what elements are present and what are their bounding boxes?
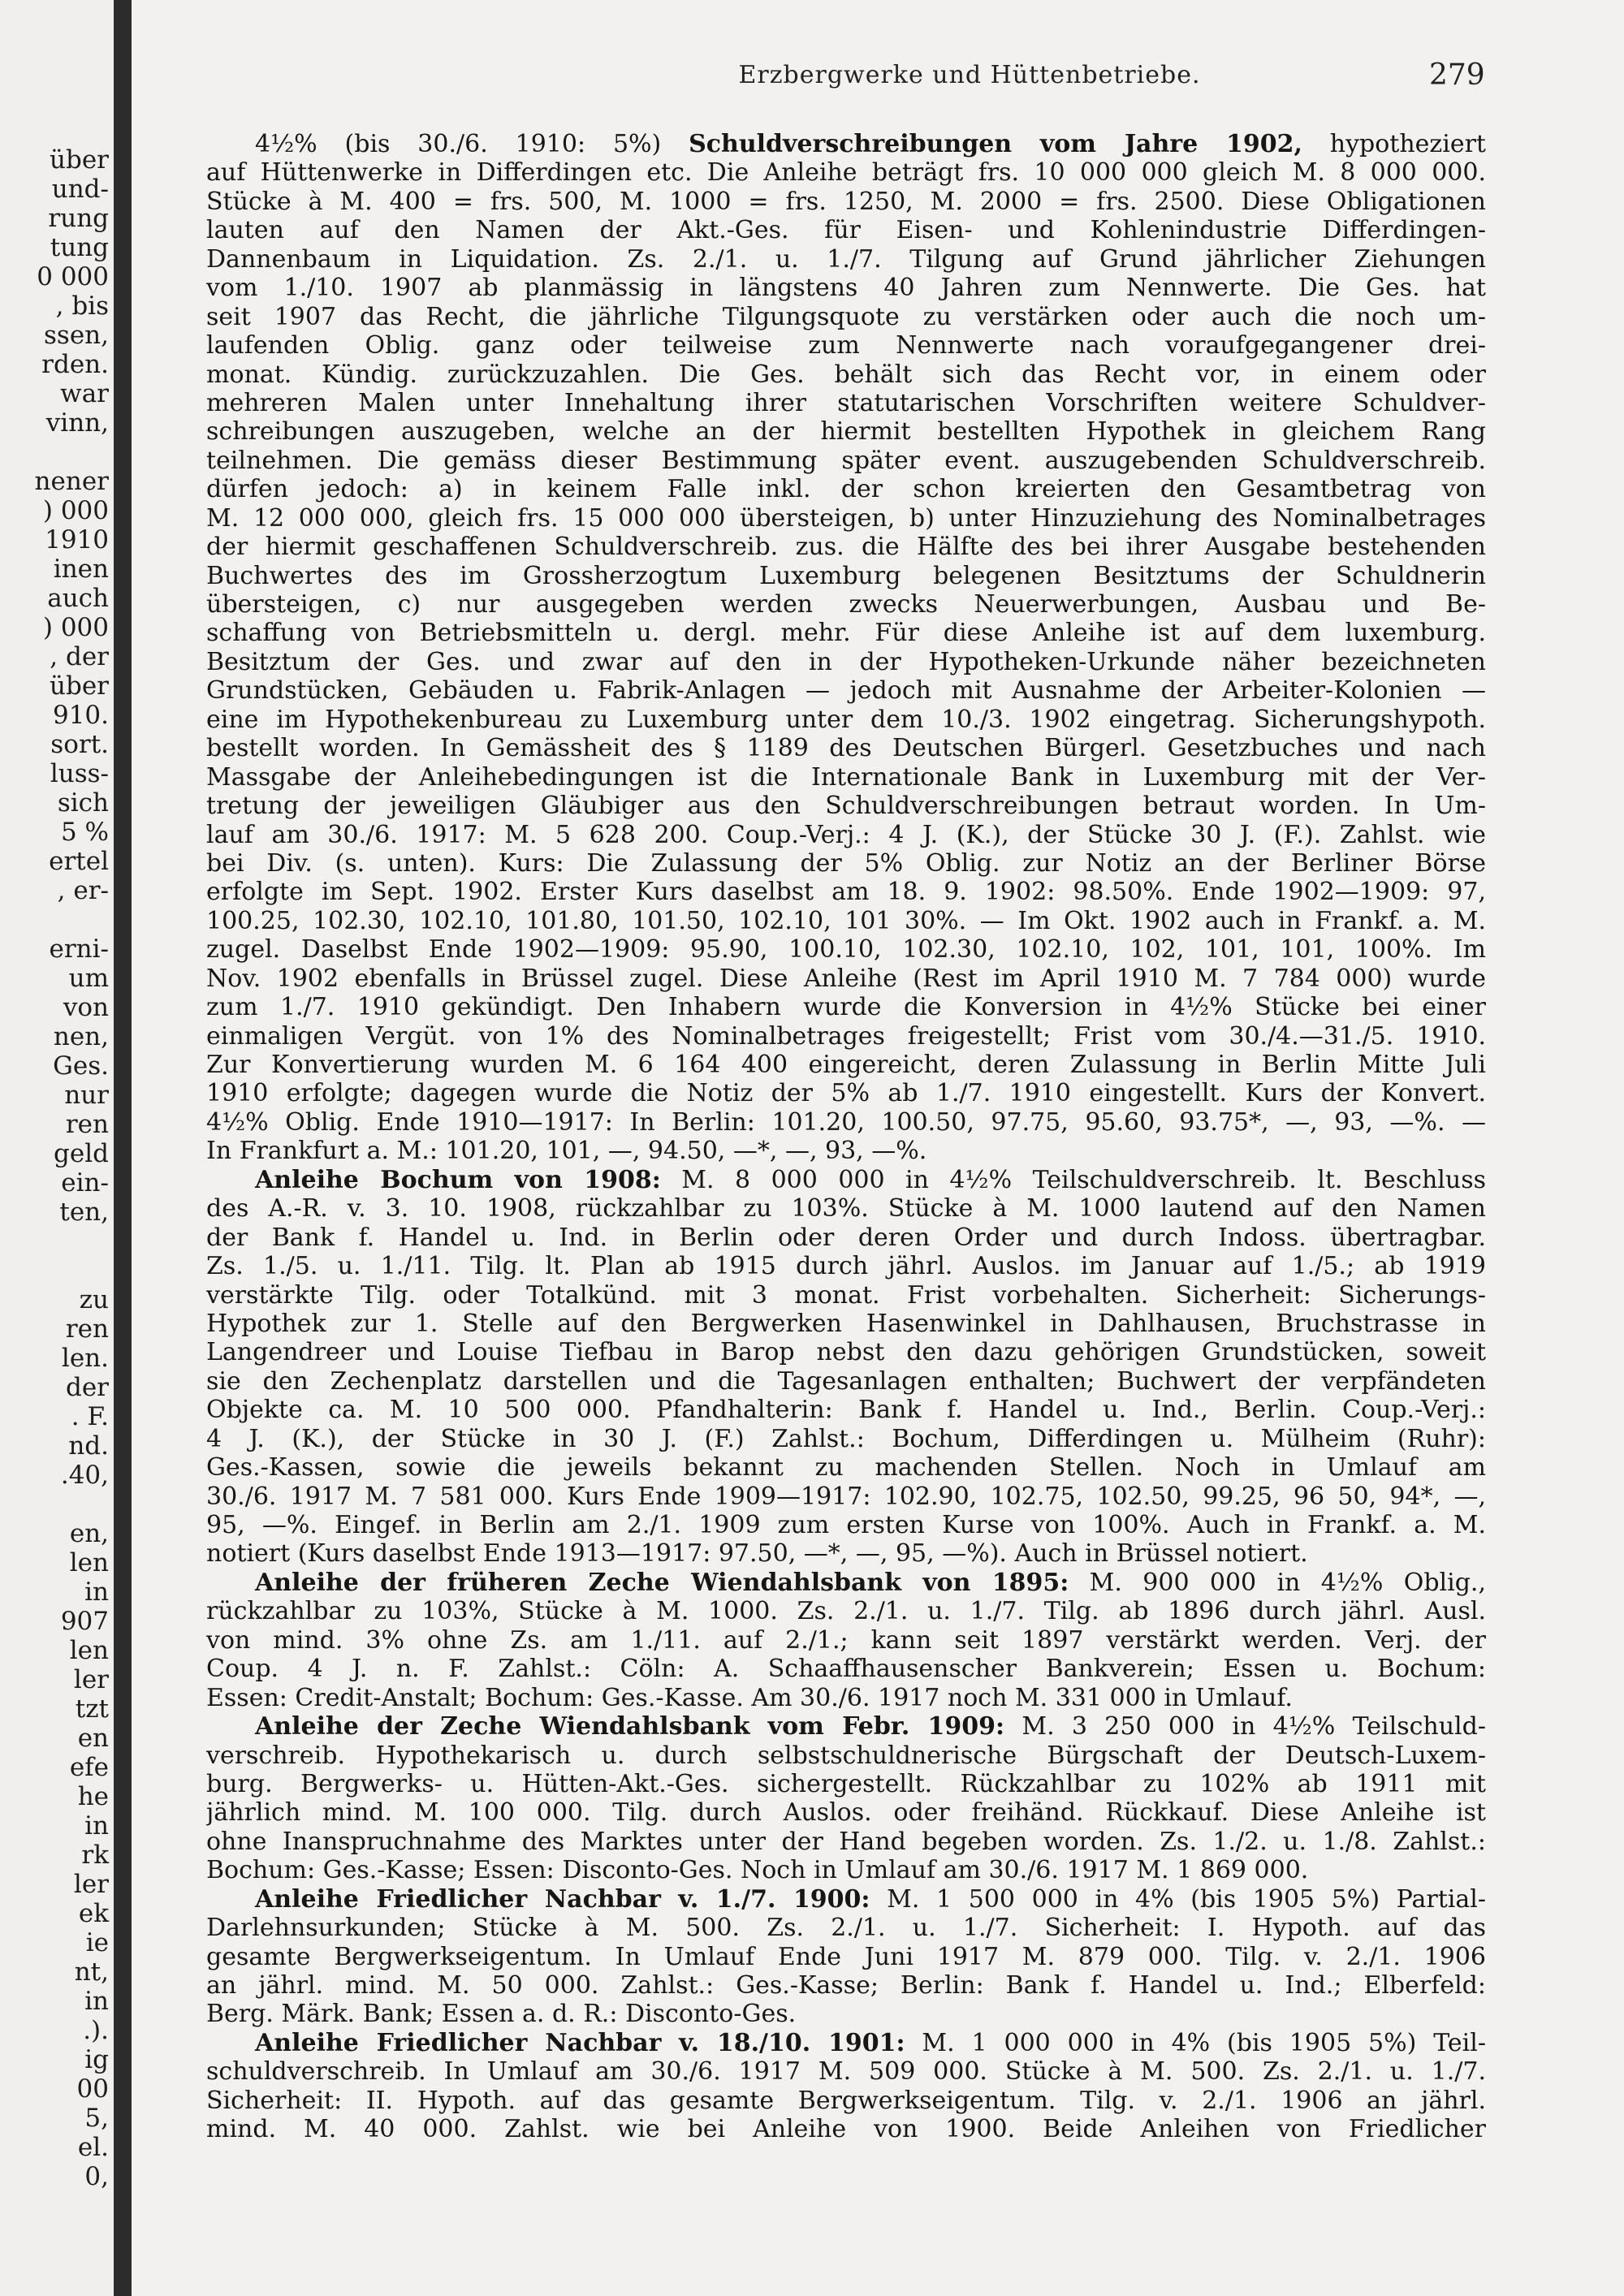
text-line: Anleihe Bochum von 1908: M. 8 000 000 in 4½% Teilschuldverschreib. lt. Beschluss	[255, 1165, 1486, 1194]
margin-fragment: sort.	[50, 730, 109, 759]
text-line: 100.25, 102.30, 102.10, 101.80, 101.50, 102.10, 101 30%. — Im Okt. 1902 auch in Frankf. a. M.	[206, 906, 1486, 935]
text-line: Sicherheit: II. Hypoth. auf das gesamte Bergwerkseigentum. Tilg. v. 2./1. 1906 an jährl.	[206, 2086, 1486, 2115]
text-line: Dannenbaum in Liquidation. Zs. 2./1. u. 1./7. Tilgung auf Grund jährlicher Ziehungen	[206, 244, 1486, 274]
margin-fragment: nd.	[68, 1431, 109, 1461]
text-line: Darlehnsurkunden; Stücke à M. 500. Zs. 2./1. u. 1./7. Sicherheit: I. Hypoth. auf das	[206, 1914, 1486, 1943]
text-line: Zs. 1./5. u. 1./11. Tilg. lt. Plan ab 1915 durch jährl. Auslos. im Januar auf 1./5.; ab 1919	[206, 1252, 1486, 1281]
margin-fragment: ek	[78, 1899, 109, 1928]
margin-fragment: en	[77, 1724, 109, 1753]
text-line: 4½% (bis 30./6. 1910: 5%) Schuldverschreibungen vom Jahre 1902, hypotheziert	[255, 130, 1486, 158]
text-line: schreibungen auszugeben, welche an der hiermit bestellten Hypothek in gleichem Rang	[206, 417, 1486, 447]
text-line: M. 12 000 000, gleich frs. 15 000 000 übersteigen, b) unter Hinzuziehung des Nominalbetrages	[206, 503, 1486, 533]
text-line: schaffung von Betriebsmitteln u. dergl. mehr. Für diese Anleihe ist auf dem luxemburg.	[206, 619, 1486, 648]
margin-fragment: 910.	[52, 701, 109, 730]
text-line: verschreib. Hypothekarisch u. durch selbstschuldnerische Bürgschaft der Deutsch-Luxem-	[206, 1741, 1486, 1770]
text-line: an jährl. mind. M. 50 000. Zahlst.: Ges.-Kasse; Berlin: Bank f. Handel u. Ind.; Elberfeld:	[206, 1971, 1486, 2000]
margin-fragment: 0 000	[37, 262, 109, 291]
text-line: dürfen jedoch: a) in keinem Falle inkl. der schon kreierten den Gesamtbetrag von	[206, 475, 1486, 504]
text-line: des A.-R. v. 3. 10. 1908, rückzahlbar zu 103%. Stücke à M. 1000 lautend auf den Namen	[206, 1194, 1486, 1224]
margin-fragment: nener	[34, 467, 109, 496]
text-line: 4½% Oblig. Ende 1910—1917: In Berlin: 101.20, 100.50, 97.75, 95.60, 93.75*, —, 93, —%. —	[206, 1107, 1486, 1137]
margin-fragment: inen	[53, 555, 109, 584]
text-line: Objekte ca. M. 10 500 000. Pfandhalterin: Bank f. Handel u. Ind., Berlin. Coup.-Verj.:	[206, 1396, 1486, 1425]
margin-fragment: zu	[79, 1285, 109, 1314]
text-line: erfolgte im Sept. 1902. Erster Kurs daselbst am 18. 9. 1902: 98.50%. Ende 1902—1909: 97,	[206, 878, 1486, 907]
margin-fragment: rden.	[41, 350, 109, 379]
text-line: Stücke à M. 400 = frs. 500, M. 1000 = frs. 1250, M. 2000 = frs. 2500. Diese Obligationen	[206, 187, 1486, 216]
margin-fragment: und-	[51, 175, 109, 204]
margin-fragment: efe	[69, 1753, 109, 1782]
document-page	[132, 0, 1624, 2296]
text-line: verstärkte Tilg. oder Totalkünd. mit 3 monat. Frist vorbehalten. Sicherheit: Sicherungs-	[206, 1280, 1486, 1310]
text-line: gesamte Bergwerkseigentum. In Umlauf Ende Juni 1917 M. 879 000. Tilg. v. 2./1. 1906	[206, 1942, 1486, 1971]
text-line: 95, —%. Eingef. in Berlin am 2./1. 1909 zum ersten Kurse von 100%. Auch in Frankf. a. M.	[206, 1511, 1486, 1539]
margin-fragment: erni-	[49, 934, 109, 964]
margin-fragment: nur	[64, 1081, 109, 1110]
margin-fragment: Ges.	[53, 1051, 109, 1081]
text-line: jährlich mind. M. 100 000. Tilg. durch Auslos. oder freihänd. Rückkauf. Diese Anleihe ist	[206, 1798, 1486, 1828]
margin-fragment: in	[84, 1577, 109, 1607]
text-line: Coup. 4 J. n. F. Zahlst.: Cöln: A. Schaaffhausenscher Bankverein; Essen u. Bochum:	[206, 1655, 1486, 1684]
text-line: Besitztum der Ges. und zwar auf den in der Hypotheken-Urkunde näher bezeichneten	[206, 647, 1486, 676]
text-line: der hiermit geschaffenen Schuldverschreib. zus. die Hälfte des bei ihrer Ausgabe bestehenden	[206, 533, 1486, 562]
section-heading: Anleihe Friedlicher Nachbar v. 18./10. 1901:	[255, 2028, 905, 2057]
margin-fragment: , er-	[57, 876, 109, 905]
margin-fragment: , der	[50, 642, 109, 671]
text-line: einmaligen Vergüt. von 1% des Nominalbetrages freigestellt; Frist vom 30./4.—31./5. 1910.	[206, 1021, 1486, 1051]
margin-fragment: tung	[50, 233, 109, 262]
text-line: vom 1./10. 1907 ab planmässig in längstens 40 Jahren zum Nennwerte. Die Ges. hat	[206, 274, 1486, 303]
margin-fragment: war	[60, 379, 109, 408]
margin-fragment: ein-	[61, 1168, 109, 1198]
margin-fragment: ren	[65, 1110, 109, 1139]
text-line: Hypothek zur 1. Stelle auf den Bergwerken Hasenwinkel in Dahlhausen, Bruchstrasse in	[206, 1309, 1486, 1338]
text-line: Nov. 1902 ebenfalls in Brüssel zugel. Diese Anleihe (Rest im April 1910 M. 7 784 000) wurde	[206, 964, 1486, 993]
text-line: Buchwertes des im Grossherzogtum Luxemburg belegenen Besitztums der Schuldnerin	[206, 561, 1486, 590]
text-line: Bochum: Ges.-Kasse; Essen: Disconto-Ges. Noch in Umlauf am 30./6. 1917 M. 1 869 000.	[206, 1856, 1309, 1885]
margin-fragment: ler	[73, 1870, 109, 1899]
margin-fragment: über	[50, 671, 109, 701]
text-line: der Bank f. Handel u. Ind. in Berlin oder deren Order und durch Indoss. übertragbar.	[206, 1223, 1486, 1252]
text-line: Massgabe der Anleihebedingungen ist die Internationale Bank in Luxemburg mit der Ver-	[206, 762, 1486, 792]
margin-fragment: 907	[60, 1607, 109, 1636]
text-line: mehreren Malen unter Innehaltung ihrer statutarischen Vorschriften weitere Schuldver-	[206, 388, 1486, 417]
margin-fragment: len.	[61, 1344, 109, 1373]
text-line: lauf am 30./6. 1917: M. 5 628 200. Coup.-Verj.: 4 J. (K.), der Stücke 30 J. (F.). Zahlst. wie	[206, 820, 1486, 849]
margin-fragment: rung	[48, 204, 109, 233]
previous-page-margin	[0, 0, 114, 2296]
margin-fragment: 00	[76, 2074, 109, 2104]
margin-fragment: ssen,	[44, 321, 109, 350]
margin-fragment: ) 000	[42, 496, 109, 525]
text-line: 4 J. (K.), der Stücke in 30 J. (F.) Zahlst.: Bochum, Differdingen u. Mülheim (Ruhr):	[206, 1424, 1486, 1453]
margin-fragment: luss-	[50, 759, 109, 788]
margin-fragment: sich	[57, 788, 109, 818]
text-line: von mind. 3% ohne Zs. am 1./11. auf 2./1.; kann seit 1897 verstärkt werden. Verj. der	[206, 1625, 1486, 1655]
text-line: Essen: Credit-Anstalt; Bochum: Ges.-Kasse. Am 30./6. 1917 noch M. 331 000 in Umlauf.	[206, 1683, 1293, 1712]
text-line: übersteigen, c) nur ausgegeben werden zwecks Neuerwerbungen, Ausbau und Be-	[206, 590, 1486, 619]
margin-fragment: .40,	[60, 1461, 109, 1490]
page-edge-shadow	[114, 0, 132, 2296]
text-line: zum 1./7. 1910 gekündigt. Den Inhabern wurde die Konversion in 4½% Stücke bei einer	[206, 993, 1486, 1022]
margin-fragment: in	[84, 1811, 109, 1841]
margin-fragment: über	[50, 145, 109, 175]
text-line: sie den Zechenplatz darstellen und die Tagesanlagen enthalten; Buchwert der verpfändeten	[206, 1366, 1486, 1396]
margin-fragment: len	[69, 1548, 109, 1577]
margin-fragment: der	[65, 1373, 109, 1402]
margin-fragment: rk	[81, 1841, 109, 1870]
margin-fragment: el.	[77, 2133, 109, 2162]
text-line: rückzahlbar zu 103%, Stücke à M. 1000. Zs. 2./1. u. 1./7. Tilg. ab 1896 durch jährl. Ausl.	[206, 1597, 1486, 1626]
margin-fragment: len	[69, 1636, 109, 1665]
section-heading: Schuldverschreibungen vom Jahre 1902,	[689, 130, 1302, 158]
margin-fragment: en,	[69, 1519, 109, 1548]
text-line: zugel. Daselbst Ende 1902—1909: 95.90, 100.10, 102.30, 102.10, 102, 101, 101, 100%. Im	[206, 935, 1486, 965]
text-line: 1910 erfolgte; dagegen wurde die Notiz der 5% ab 1./7. 1910 eingestellt. Kurs der Konvert.	[206, 1079, 1486, 1108]
margin-fragment: ) 000	[42, 613, 109, 642]
margin-fragment: nt,	[74, 1957, 109, 1987]
section-heading: Anleihe Friedlicher Nachbar v. 1./7. 1900:	[255, 1884, 870, 1914]
text-line: burg. Bergwerks- u. Hütten-Akt.-Ges. sichergestellt. Rückzahlbar zu 102% ab 1911 mit	[206, 1769, 1486, 1798]
text-line: bei Div. (s. unten). Kurs: Die Zulassung der 5% Oblig. zur Notiz an der Berliner Börse	[206, 848, 1486, 878]
text-line: 30./6. 1917 M. 7 581 000. Kurs Ende 1909—1917: 102.90, 102.75, 102.50, 99.25, 96 50, 94*, —,	[206, 1482, 1486, 1511]
margin-fragment: ler	[73, 1665, 109, 1694]
margin-fragment: 1910	[45, 525, 109, 555]
section-heading: Anleihe der früheren Zeche Wiendahlsbank von 1895:	[255, 1568, 1069, 1597]
section-heading: Anleihe Bochum von 1908:	[255, 1165, 661, 1194]
margin-fragment: .).	[83, 2016, 109, 2045]
text-line: schuldverschreib. In Umlauf am 30./6. 1917 M. 509 000. Stücke à M. 500. Zs. 2./1. u. 1./7.	[206, 2057, 1486, 2087]
margin-fragment: 0,	[84, 2162, 109, 2191]
text-line: Berg. Märk. Bank; Essen a. d. R.: Disconto-Ges.	[206, 2000, 797, 2029]
text-line: monat. Kündig. zurückzuzahlen. Die Ges. behält sich das Recht vor, in einem oder	[206, 360, 1486, 389]
text-line: lauten auf den Namen der Akt.-Ges. für Eisen- und Kohlenindustrie Differdingen-	[206, 216, 1486, 245]
margin-fragment: in	[84, 1987, 109, 2016]
body-text	[206, 130, 1486, 2144]
running-head: Erzbergwerke und Hüttenbetriebe.	[738, 61, 1201, 89]
text-line: bestellt worden. In Gemässheit des § 1189 des Deutschen Bürgerl. Gesetzbuches und nach	[206, 734, 1486, 763]
margin-fragment: ie	[85, 1928, 109, 1957]
margin-fragment: um	[68, 964, 109, 993]
margin-fragment: 5 %	[60, 818, 109, 847]
margin-fragment: geld	[54, 1139, 109, 1168]
text-line: Zur Konvertierung wurden M. 6 164 400 eingereicht, deren Zulassung in Berlin Mitte Juli	[206, 1051, 1486, 1079]
text-line: teilnehmen. Die gemäss dieser Bestimmung später event. auszugebenden Schuldverschreib.	[206, 446, 1486, 475]
margin-fragment: 5,	[84, 2104, 109, 2133]
text-line: Anleihe der Zeche Wiendahlsbank vom Febr. 1909: M. 3 250 000 in 4½% Teilschuld-	[255, 1712, 1486, 1741]
text-line: notiert (Kurs daselbst Ende 1913—1917: 97.50, —*, —, 95, —%). Auch in Brüssel notiert.	[206, 1539, 1308, 1569]
page-number: 279	[1429, 58, 1485, 92]
margin-fragment: ertel	[49, 847, 109, 876]
margin-fragment: tzt	[75, 1694, 109, 1724]
text-line: Ges.-Kassen, sowie die jeweils bekannt zu machenden Stellen. Noch in Umlauf am	[206, 1453, 1486, 1482]
margin-fragment: ren	[65, 1314, 109, 1344]
margin-fragment: ten,	[59, 1198, 109, 1227]
margin-fragment: auch	[47, 584, 109, 613]
text-line: seit 1907 das Recht, die jährliche Tilgungsquote zu verstärken oder auch die noch um-	[206, 302, 1486, 331]
text-line: mind. M. 40 000. Zahlst. wie bei Anleihe von 1900. Beide Anleihen von Friedlicher	[206, 2115, 1486, 2144]
text-line: tretung der jeweiligen Gläubiger aus den Schuldverschreibungen betraut worden. In Um-	[206, 792, 1486, 821]
text-line: Langendreer und Louise Tiefbau in Barop nebst den dazu gehörigen Grundstücken, soweit	[206, 1338, 1486, 1367]
text-line: Anleihe der früheren Zeche Wiendahlsbank von 1895: M. 900 000 in 4½% Oblig.,	[255, 1568, 1486, 1597]
section-heading: Anleihe der Zeche Wiendahlsbank vom Febr. 1909:	[255, 1712, 1005, 1741]
text-line: laufenden Oblig. ganz oder teilweise zum Nennwerte nach voraufgegangener drei-	[206, 331, 1486, 360]
margin-fragment: ig	[84, 2045, 109, 2074]
text-line: eine im Hypothekenbureau zu Luxemburg unter dem 10./3. 1902 eingetrag. Sicherungshypoth.	[206, 705, 1486, 734]
text-line: ohne Inanspruchnahme des Marktes unter der Hand begeben worden. Zs. 1./2. u. 1./8. Zahlst.:	[206, 1827, 1486, 1856]
margin-fragment: vinn,	[45, 408, 109, 438]
text-line: auf Hüttenwerke in Differdingen etc. Die Anleihe beträgt frs. 10 000 000 gleich M. 8 000 000.	[206, 158, 1486, 188]
text-line: Grundstücken, Gebäuden u. Fabrik-Anlagen — jedoch mit Ausnahme der Arbeiter-Kolonien —	[206, 676, 1486, 706]
margin-fragment: von	[63, 993, 109, 1022]
text-line: In Frankfurt a. M.: 101.20, 101, —, 94.50, —*, —, 93, —%.	[206, 1137, 927, 1166]
margin-fragment: he	[77, 1782, 109, 1811]
text-line: Anleihe Friedlicher Nachbar v. 18./10. 1901: M. 1 000 000 in 4% (bis 1905 5%) Teil-	[255, 2028, 1486, 2057]
margin-fragment: . F.	[71, 1402, 109, 1431]
margin-fragment: , bis	[55, 291, 109, 321]
text-line: Anleihe Friedlicher Nachbar v. 1./7. 1900: M. 1 500 000 in 4% (bis 1905 5%) Partial-	[255, 1884, 1486, 1914]
margin-fragment: nen,	[53, 1022, 109, 1051]
